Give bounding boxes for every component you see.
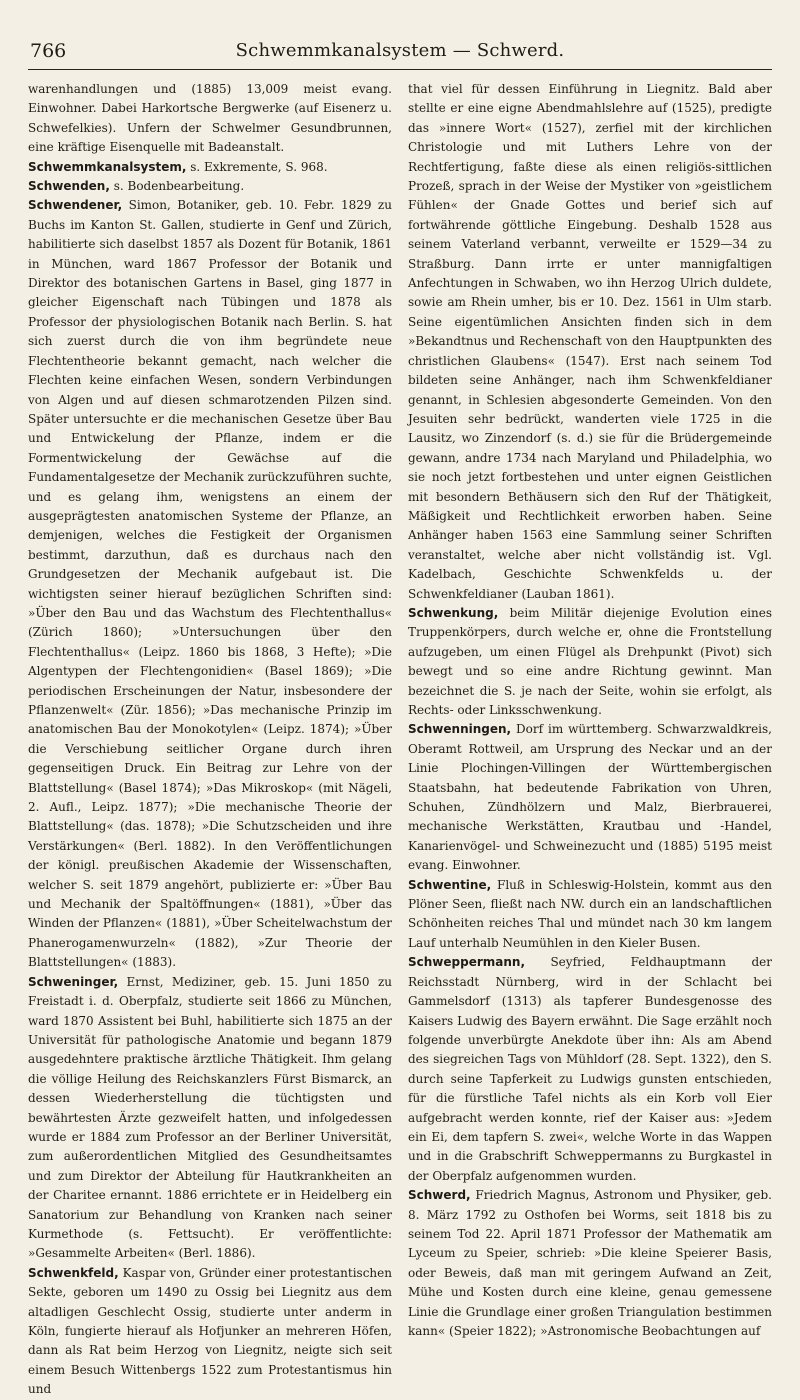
- dictionary-entry: [28, 177, 392, 196]
- entry-text: beim Militär diejenige Evolution eines Truppenkörpers, durch welche er, ohne die Frontstellung aufzugeben, um einen Flügel als Drehpunkt (Pivot) sich bewegt und so eine andre Richtung gewinnt. Man bezeichnet die S. je nach der Seite, wohin sie erfolgt, als Rechts- oder Linksschwenkung.: [408, 605, 772, 717]
- entry-text: Seyfried, Feldhauptmann der Reichsstadt Nürnberg, wird in der Schlacht bei Gammelsdorf (1313) als tapferer Bundesgenosse des Kaisers Ludwig des Bayern erwähnt. Die Sage erzählt noch folgende unverbürgte Anekdote über ihn: Als am Abend des siegreichen Tags von Mühldorf (28. Sept. 1322), den S. durch seine Tapferkeit zu Ludwigs gunsten entschieden, für die fürstliche Tafel nichts als ein Korb voll Eier aufgebracht werden konnte, rief der Kaiser aus: »Jedem ein Ei, dem tapfern S. zwei«, welche Worte in das Wappen und in die Grabschrift Schweppermanns zu Burgkastel in der Oberpfalz aufgenommen wurden.: [408, 955, 772, 1183]
- right-column: [408, 80, 772, 1338]
- dictionary-entry: [408, 80, 772, 604]
- dictionary-entry: [408, 953, 772, 1186]
- entry-headword: Schwenkfeld,: [28, 1265, 119, 1280]
- entry-text: Ernst, Mediziner, geb. 15. Juni 1850 zu Freistadt i. d. Oberpfalz, studierte seit 1866 zu München, ward 1870 Assistent bei Buhl, habilitierte sich 1875 an der Universität für pathologische Anatomie und begann 1879 ausgedehntere praktische ärztliche Thätigkeit. Ihm gelang die völlige Heilung des Reichskanzlers Fürst Bismarck, an dessen Wiederherstellung die tüchtigsten und bewährtesten Ärzte gezweifelt hatten, und infolgedessen wurde er 1884 zum Professor an der Berliner Universität, zum außerordentlichen Mitglied des Gesundheitsamtes und zum Direktor der Abteilung für Hautkrankheiten an der Charitee ernannt. 1886 errichtete er in Heidelberg ein Sanatorium zur Behandlung von Kranken nach seiner Kurmethode (s. Fettsucht). Er veröffentlichte: »Gesammelte Arbeiten« (Berl. 1886).: [28, 974, 392, 1261]
- entry-headword: Schwentine,: [408, 877, 492, 892]
- entry-text: Dorf im württemberg. Schwarzwaldkreis, Oberamt Rottweil, am Ursprung des Neckar und an der Linie Plochingen-Villingen der Württembergischen Staatsbahn, hat bedeutende Fabrikation von Uhren, Schuhen, Zündhölzern und Malz, Bierbrauerei, mechanische Werkstätten, Krautbau und -Handel, Kanarienvögel- und Schweinezucht und (1885) 5195 meist evang. Einwohner.: [408, 722, 772, 873]
- dictionary-entry: [28, 973, 392, 1264]
- text-columns: [28, 80, 772, 1397]
- dictionary-entry: [28, 1264, 392, 1400]
- dictionary-entry: [28, 80, 392, 158]
- entry-headword: Schweninger,: [28, 974, 119, 989]
- entry-headword: Schwenningen,: [408, 722, 512, 737]
- entry-headword: Schwendener,: [28, 198, 123, 213]
- dictionary-entry: [408, 876, 772, 954]
- entry-text: s. Exkremente, S. 968.: [186, 159, 328, 174]
- running-title: Schwemmkanalsystem — Schwerd.: [235, 40, 565, 61]
- entry-text: Fluß in Schleswig-Holstein, kommt aus den Plöner Seen, fließt nach NW. durch ein an landschaftlichen Schönheiten reiches Thal und mündet nach 30 km langem Lauf unterhalb Neumühlen in den Kieler Busen.: [408, 877, 772, 950]
- dictionary-entry: [408, 720, 772, 875]
- page-header: [28, 40, 772, 70]
- entry-headword: Schweppermann,: [408, 955, 526, 970]
- dictionary-entry: [28, 158, 392, 177]
- entry-headword: Schwerd,: [408, 1188, 471, 1203]
- entry-text: Kaspar von, Gründer einer protestantischen Sekte, geboren um 1490 zu Ossig bei Liegnitz aus dem altadligen Geschlecht Ossig, studierte unter anderm in Köln, fungierte hierauf als Hofjunker an mehreren Höfen, dann als Rat beim Herzog von Liegnitz, neigte sich seit einem Besuch Wittenbergs 1522 zum Protestantismus hin und: [28, 1265, 392, 1397]
- entry-text: s. Bodenbearbeitung.: [109, 179, 245, 194]
- page-number: 766: [30, 40, 67, 62]
- dictionary-entry: [408, 1186, 772, 1341]
- entry-text: warenhandlungen und (1885) 13,009 meist evang. Einwohner. Dabei Harkortsche Bergwerke (auf Eisenerz u. Schwefelkies). Unfern der Schwelmer Gesundbrunnen, eine kräftige Eisenquelle mit Badeanstalt.: [28, 82, 392, 155]
- entry-text: Friedrich Magnus, Astronom und Physiker, geb. 8. März 1792 zu Osthofen bei Worms, seit 1818 bis zu seinem Tod 22. April 1871 Professor der Mathematik am Lyceum zu Speier, schrieb: »Die kleine Speierer Basis, oder Beweis, daß man mit geringem Aufwand an Zeit, Mühe und Kosten durch eine kleine, genau gemessene Linie die Grundlage einer großen Triangulation bestimmen kann« (Speier 1822); »Astronomische Beobachtungen auf: [408, 1188, 772, 1338]
- dictionary-entry: [408, 604, 772, 720]
- entry-text: that viel für dessen Einführung in Liegnitz. Bald aber stellte er eine eigne Abendmahlslehre auf (1525), predigte das »innere Wort« (1527), zerfiel mit der kirchlichen Christologie und mit Luthers Lehre von der Rechtfertigung, faßte diese als einen religiös-sittlichen Prozeß, sprach in der Weise der Mystiker von »geistlichem Fühlen« der Gnade Gottes und berief sich auf fortwährende göttliche Eingebung. Deshalb 1528 aus seinem Vaterland verbannt, verweilte er 1529—34 zu Straßburg. Dann irrte er unter mannigfaltigen Anfechtungen in Schwaben, wo ihn Herzog Ulrich duldete, sowie am Rhein umher, bis er 10. Dez. 1561 in Ulm starb. Seine eigentümlichen Ansichten finden sich in dem »Bekandtnus und Rechenschaft von den Hauptpunkten des christlichen Glaubens« (1547). Erst nach seinem Tod bildeten seine Anhänger, nach ihm Schwenkfeldianer genannt, in Schlesien abgesonderte Gemeinden. Von den Jesuiten sehr bedrückt, wanderten viele 1725 in die Lausitz, wo Zinzendorf (s. d.) sie für die Brüdergemeinde gewann, andre 1734 nach Maryland und Philadelphia, wo sie noch jetzt fortbestehen und unter eignen Geistlichen mit besondern Bethäusern sich den Ruf der Thätigkeit, Mäßigkeit und Rechtlichkeit erworben haben. Seine Anhänger haben 1563 eine Sammlung seiner Schriften veranstaltet, welche aber nicht vollständig ist. Vgl. Kadelbach, Geschichte Schwenkfelds u. der Schwenkfeldianer (Lauban 1861).: [408, 82, 772, 601]
- dictionary-entry: [28, 196, 392, 972]
- entry-headword: Schwenden,: [28, 179, 110, 194]
- entry-headword: Schwemmkanalsystem,: [28, 159, 187, 174]
- left-column: [28, 80, 392, 1397]
- entry-text: Simon, Botaniker, geb. 10. Febr. 1829 zu Buchs im Kanton St. Gallen, studierte in Genf und Zürich, habilitierte sich daselbst 1857 als Dozent für Botanik, 1861 in München, ward 1867 Professor der Botanik und Direktor des botanischen Gartens in Basel, ging 1877 in gleicher Eigenschaft nach Tübingen und 1878 als Professor der physiologischen Botanik nach Berlin. S. hat sich zuerst durch die von ihm begründete neue Flechtentheorie bekannt gemacht, nach welcher die Flechten keine einfachen Wesen, sondern Verbindungen von Algen und auf diesen schmarotzenden Pilzen sind. Später untersuchte er die mechanischen Gesetze über Bau und Entwickelung der Pflanze, indem er die Formentwickelung der Gewächse auf die Fundamentalgesetze der Mechanik zurückzuführen suchte, und es gelang ihm, wenigstens an einem der ausgeprägtesten anatomischen Systeme der Pflanze, an demjenigen, welches die Festigkeit der Organismen bestimmt, darzuthun, daß es durchaus nach den Grundgesetzen der Mechanik aufgebaut ist. Die wichtigsten seiner hierauf bezüglichen Schriften sind: »Über den Bau und das Wachstum des Flechtenthallus« (Zürich 1860); »Untersuchungen über den Flechtenthallus« (Leipz. 1860 bis 1868, 3 Hefte); »Die Algentypen der Flechtengonidien« (Basel 1869); »Die periodischen Erscheinungen der Natur, insbesondere der Pflanzenwelt« (Zür. 1856); »Das mechanische Prinzip im anatomischen Bau der Monokotylen« (Leipz. 1874); »Über die Verschiebung seitlicher Organe durch ihren gegenseitigen Druck. Ein Beitrag zur Lehre von der Blattstellung« (Basel 1874); »Das Mikroskop« (mit Nägeli, 2. Aufl., Leipz. 1877); »Die mechanische Theorie der Blattstellung« (das. 1878); »Die Schutzscheiden und ihre Verstärkungen« (Berl. 1882). In den Veröffentlichungen der königl. preußischen Akademie der Wissenschaften, welcher S. seit 1879 angehört, publizierte er: »Über Bau und Mechanik der Spaltöffnungen« (1881), »Über das Winden der Pflanzen« (1881), »Über Scheitelwachstum der Phanerogamenwurzeln« (1882), »Zur Theorie der Blattstellungen« (1883).: [28, 198, 392, 970]
- entry-headword: Schwenkung,: [408, 605, 499, 620]
